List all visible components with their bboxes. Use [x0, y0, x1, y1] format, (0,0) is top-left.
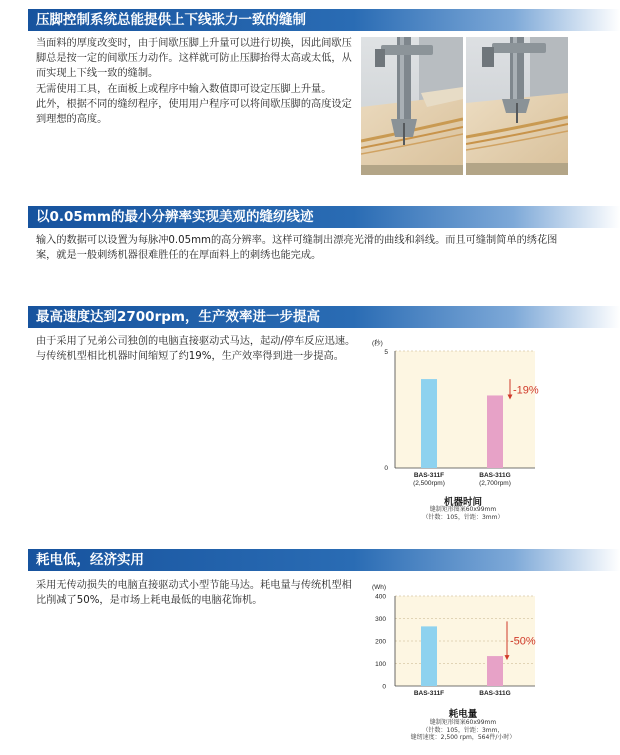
chart-2-annotation: -50% [510, 635, 536, 648]
chart-2-ytick-0: 0 [382, 683, 386, 691]
section-1-paragraph-1: 当面料的厚度改变时，由于间歇压脚上升量可以进行切换，因此间歇压脚总是按一定的间歇压力动作。这样就可防止压脚抬得太高或太低，从而实现上下线一致的缝制。 [36, 38, 352, 80]
chart-2-bar-bas-311g [487, 656, 503, 686]
presser-foot-photo-high [466, 37, 568, 175]
chart-1-category-bas-311f: BAS-311F [413, 472, 445, 479]
chart-1-unit-label: (秒) [372, 340, 383, 347]
chart-2-category-bas-311g: BAS-311G [479, 690, 511, 697]
chart-2-note-1: 缝制矩形图案60x99mm [429, 719, 497, 726]
power-consumption-chart [368, 580, 558, 752]
chart-1-annotation: -19% [513, 384, 539, 397]
chart-1-ytick-zero: 0 [384, 465, 388, 472]
section-1-heading: 压脚控制系统总能提供上下线张力一致的缝制 [28, 9, 620, 31]
section-1-text [36, 36, 354, 127]
chart-2-ytick-400: 400 [375, 593, 386, 601]
chart-2-note-2: （针数：105，针距：3mm， [422, 726, 504, 734]
chart-1-plot-area [395, 351, 535, 468]
chart-1-title: 机器时间 [443, 497, 482, 508]
chart-2-notes [368, 719, 558, 742]
chart-1-notes [378, 506, 548, 521]
chart-2-ytick-300: 300 [375, 616, 386, 623]
chart-1-note-2: （针数：105，针距：3mm） [422, 513, 504, 521]
section-1-paragraph-3: 此外，根据不同的缝纫程序，使用用户程序可以将间歇压脚的高度设定到理想的高度。 [36, 98, 352, 126]
chart-2-bar-bas-311f [421, 626, 437, 686]
chart-1-category-bas-311g: BAS-311G [479, 472, 511, 479]
chart-1-bar-bas-311f [421, 379, 437, 468]
section-3-paragraph-1: 由于采用了兄弟公司独创的电脑直接驱动式马达，起动/停车反应迅速。与传统机型相比机器时间缩短了约19%，生产效率得到进一步提高。 [36, 336, 356, 363]
chart-2-unit-label: (Wh) [372, 584, 387, 591]
chart-1-sublabel-bas-311f: (2,500rpm) [413, 480, 445, 487]
chart-1-sublabel-bas-311g: (2,700rpm) [479, 480, 511, 487]
section-2-heading: 以0.05mm的最小分辨率实现美观的缝纫线迹 [28, 206, 620, 228]
section-2-text [36, 233, 576, 263]
section-4-heading: 耗电低，经济实用 [28, 549, 620, 571]
chart-2-note-3: 缝纫速度：2,500 rpm，564件/小时） [410, 734, 516, 741]
chart-1-bar-bas-311g [487, 395, 503, 468]
chart-2-title: 耗电量 [448, 709, 478, 720]
chart-2-category-bas-311f: BAS-311F [413, 690, 445, 697]
chart-2-ytick-200: 200 [375, 638, 386, 646]
section-3-heading: 最高速度达到2700rpm，生产效率进一步提高 [28, 306, 620, 328]
section-4-text [36, 578, 360, 608]
section-1-paragraph-2: 无需使用工具，在面板上或程序中输入数值即可设定压脚上升量。 [36, 83, 332, 95]
chart-1-ytick-max: 5 [384, 349, 388, 356]
machine-time-chart [368, 336, 558, 526]
section-2-paragraph-1: 输入的数据可以设置为每脉冲0.05mm的高分辨率。这样可缝制出漂亮光滑的曲线和斜线。而且可缝制简单的绣花图案，就是一般刺绣机器很难胜任的在厚面料上的刺绣也能完成。 [36, 235, 558, 262]
chart-1-note-1: 缝制矩形图案60x99mm [429, 506, 497, 513]
presser-foot-photo-low [361, 37, 463, 175]
chart-2-ytick-100: 100 [375, 661, 386, 668]
section-3-text [36, 334, 360, 364]
section-4-paragraph-1: 采用无传动损失的电脑直接驱动式小型节能马达。耗电量与传统机型相比削减了50%，是市场上耗电最低的电脑花饰机。 [36, 580, 352, 607]
